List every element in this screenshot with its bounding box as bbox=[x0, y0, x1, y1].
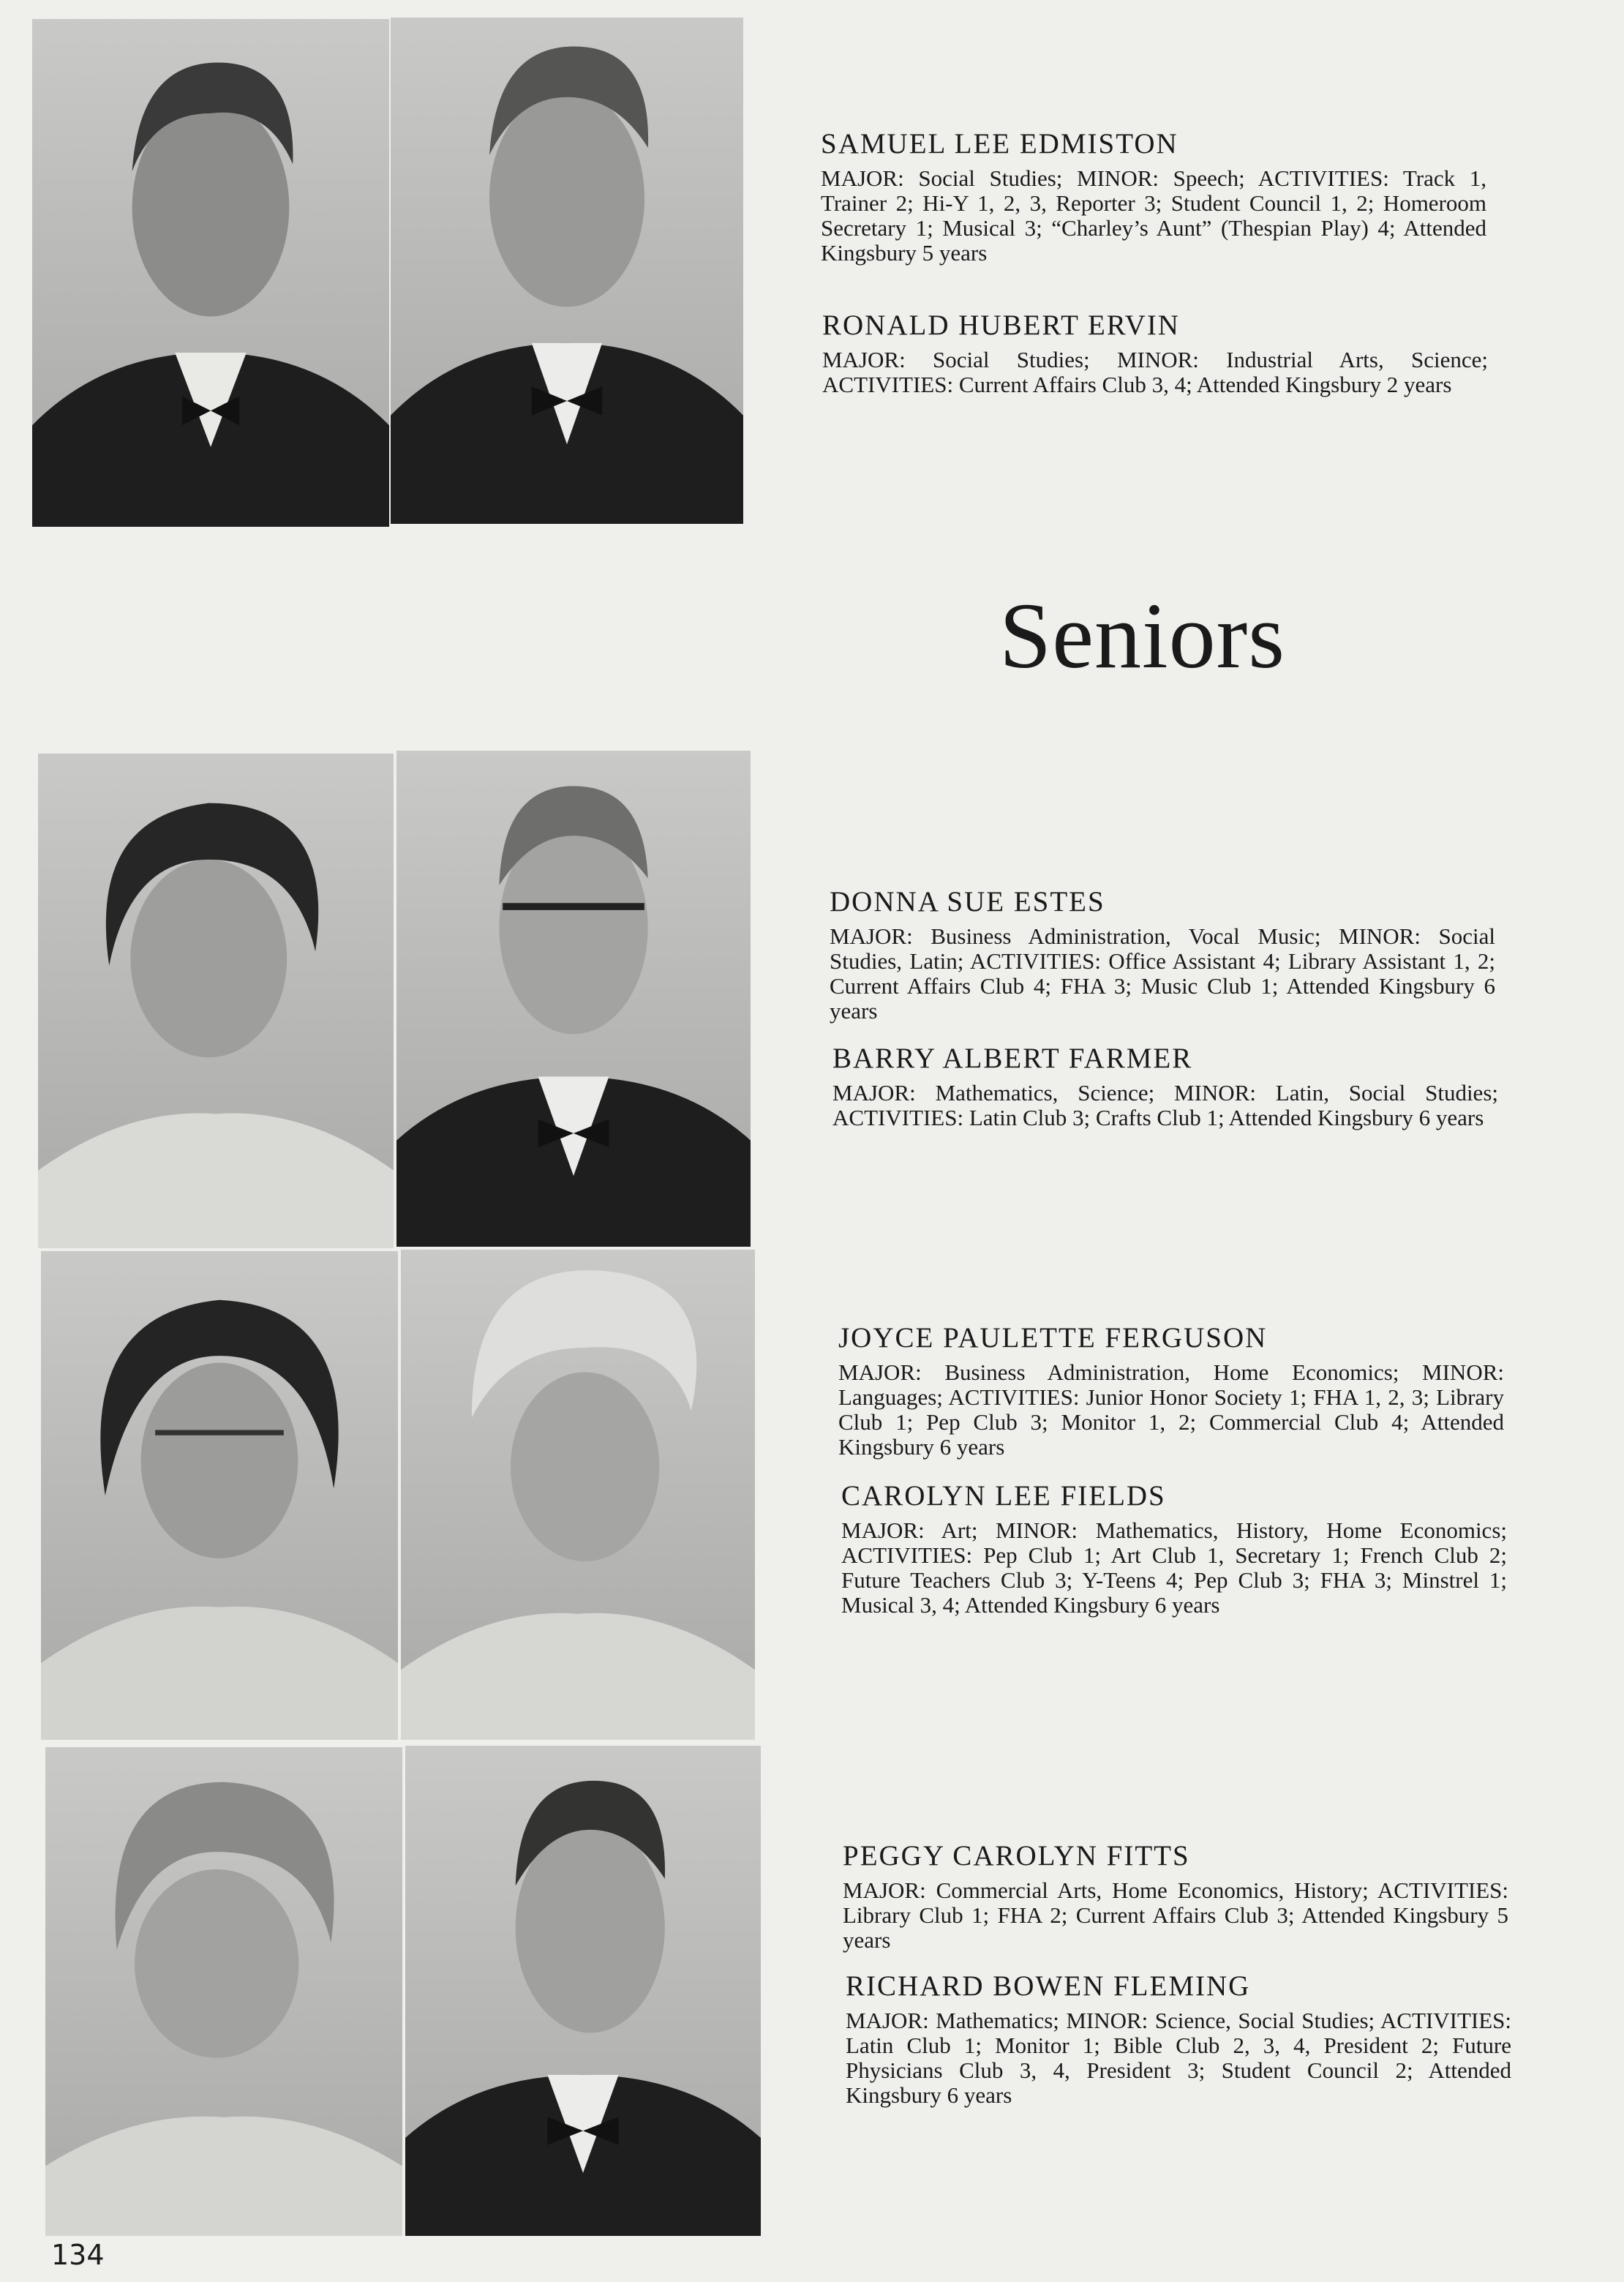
senior-details: MAJOR: Business Administration, Home Economics; MINOR: Languages; ACTIVITIES: Junior Honor Society 1; FHA 1, 2, 3; Library Club 1; Pep Club 3; Monitor 1, 2; Commercial Club 4; Attended Kingsbury 6 years bbox=[838, 1359, 1504, 1460]
portrait-photo-icon bbox=[45, 1747, 402, 2236]
senior-name: BARRY ALBERT FARMER bbox=[832, 1043, 1193, 1074]
senior-details: MAJOR: Mathematics, Science; MINOR: Latin, Social Studies; ACTIVITIES: Latin Club 3; Crafts Club 1; Attended Kingsbury 6 years bbox=[832, 1079, 1498, 1130]
senior-name: DONNA SUE ESTES bbox=[830, 886, 1105, 917]
senior-details: MAJOR: Business Administration, Vocal Music; MINOR: Social Studies, Latin; ACTIVITIES: Office Assistant 4; Library Assistant 1, 2; Current Affairs Club 4; FHA 3; Music Club 1; Attended Kingsbury 6 years bbox=[830, 923, 1495, 1024]
portrait-photo-icon bbox=[32, 19, 389, 527]
senior-entry bbox=[821, 129, 1486, 266]
senior-entry bbox=[841, 1481, 1507, 1618]
portrait-photo-icon bbox=[396, 751, 751, 1247]
senior-details: MAJOR: Social Studies; MINOR: Industrial Arts, Science; ACTIVITIES: Current Affairs Club 3, 4; Attended Kingsbury 2 years bbox=[822, 346, 1488, 397]
portrait-photo-icon bbox=[391, 18, 743, 524]
portrait-photo-icon bbox=[38, 754, 394, 1248]
senior-entry bbox=[822, 310, 1488, 397]
senior-entry bbox=[843, 1841, 1508, 1953]
portrait-photo-donna-estes bbox=[38, 754, 394, 1248]
senior-name: CAROLYN LEE FIELDS bbox=[841, 1480, 1166, 1512]
senior-details: MAJOR: Social Studies; MINOR: Speech; ACTIVITIES: Track 1, Trainer 2; Hi-Y 1, 2, 3, Reporter 3; Student Council 1, 2; Homeroom Secretary 1; Musical 3; “Charley’s Aunt” (Thespian Play) 4; Attended Kingsbury 5 years bbox=[821, 165, 1486, 266]
portrait-photo-icon bbox=[41, 1251, 398, 1740]
page-number: 134 bbox=[51, 2239, 105, 2271]
portrait-photo-carolyn-fields bbox=[401, 1250, 755, 1740]
senior-details: MAJOR: Mathematics; MINOR: Science, Social Studies; ACTIVITIES: Latin Club 1; Monitor 1; Bible Club 2, 3, 4, President 2; Future Physicians Club 3, 4, President 3; Student Council 2; Attended Kingsbury 6 years bbox=[846, 2007, 1511, 2108]
senior-name: RICHARD BOWEN FLEMING bbox=[846, 1970, 1251, 2002]
portrait-photo-samuel-edmiston bbox=[32, 19, 389, 527]
portrait-photo-richard-fleming bbox=[405, 1746, 761, 2236]
senior-name: JOYCE PAULETTE FERGUSON bbox=[838, 1322, 1268, 1354]
senior-entry bbox=[832, 1043, 1498, 1130]
portrait-photo-joyce-ferguson bbox=[41, 1251, 398, 1740]
portrait-photo-barry-farmer bbox=[396, 751, 751, 1247]
senior-entry bbox=[838, 1323, 1504, 1460]
senior-details: MAJOR: Commercial Arts, Home Economics, History; ACTIVITIES: Library Club 1; FHA 2; Current Affairs Club 3; Attended Kingsbury 5 years bbox=[843, 1877, 1508, 1953]
portrait-photo-icon bbox=[401, 1250, 755, 1740]
senior-name: PEGGY CAROLYN FITTS bbox=[843, 1840, 1190, 1872]
senior-name: RONALD HUBERT ERVIN bbox=[822, 309, 1180, 341]
portrait-photo-ronald-ervin bbox=[391, 18, 743, 524]
portrait-photo-peggy-fitts bbox=[45, 1747, 402, 2236]
senior-details: MAJOR: Art; MINOR: Mathematics, History, Home Economics; ACTIVITIES: Pep Club 1; Art Club 1, Secretary 1; French Club 2; Future Teachers Club 3; Y-Teens 4; Pep Club 3; FHA 3; Minstrel 1; Musical 3, 4; Attended Kingsbury 6 years bbox=[841, 1517, 1507, 1618]
senior-entry bbox=[846, 1971, 1511, 2108]
page-title: Seniors bbox=[999, 584, 1285, 688]
portrait-photo-icon bbox=[405, 1746, 761, 2236]
senior-entry bbox=[830, 887, 1495, 1024]
senior-name: SAMUEL LEE EDMISTON bbox=[821, 128, 1178, 159]
